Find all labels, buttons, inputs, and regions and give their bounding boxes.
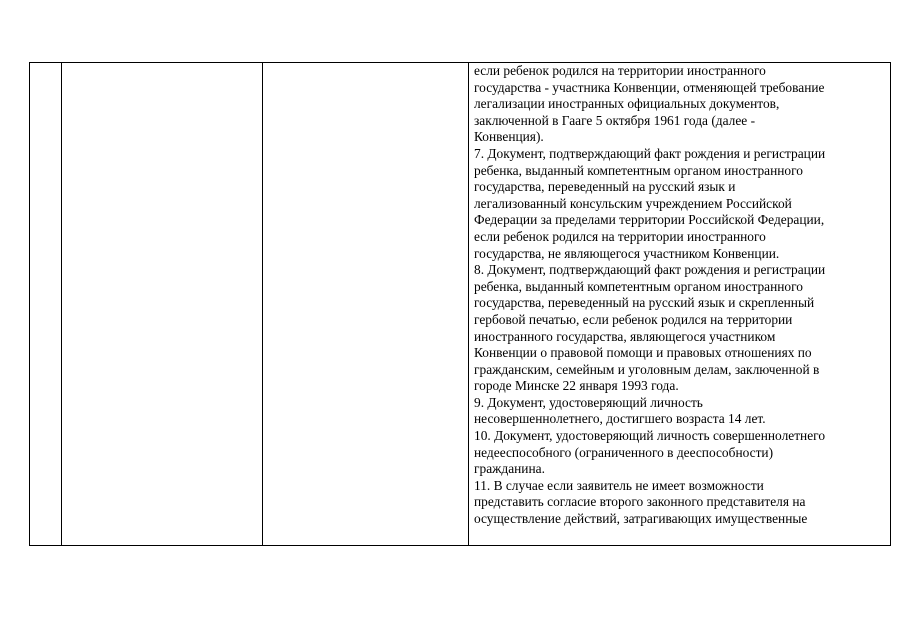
document-table — [29, 62, 891, 546]
text-line: ребенка, выданный компетентным органом иностранного — [474, 162, 803, 178]
text-line: 10. Документ, удостоверяющий личность совершеннолетнего — [474, 428, 826, 444]
table-row — [30, 63, 891, 546]
text-line: 8. Документ, подтверждающий факт рождения и регистрации — [474, 262, 826, 278]
text-line: несовершеннолетнего, достигшего возраста 14 лет. — [474, 411, 766, 427]
text-line: гербовой печатью, если ребенок родился на территории — [474, 311, 793, 327]
applicant-category-cell — [263, 63, 469, 546]
text-line: 7. Документ, подтверждающий факт рождения и регистрации — [474, 145, 826, 161]
text-line: государства, переведенный на русский язык и — [474, 179, 736, 195]
text-line: государства, переведенный на русский язык и скрепленный — [474, 295, 815, 311]
text-line: гражданским, семейным и уголовным делам, заключенной в — [474, 361, 820, 377]
text-line: государства - участника Конвенции, отменяющей требование — [474, 79, 825, 95]
text-line: 9. Документ, удостоверяющий личность — [474, 394, 703, 410]
text-line: осуществление действий, затрагивающих имущественные — [474, 511, 808, 527]
text-line: ребенка, выданный компетентным органом иностранного — [474, 278, 803, 294]
row-number-cell — [30, 63, 62, 546]
text-line: недееспособного (ограниченного в дееспособности) — [474, 444, 774, 460]
text-line: иностранного государства, являющегося участником — [474, 328, 776, 344]
text-line: легализации иностранных официальных документов, — [474, 96, 780, 112]
documents-list-cell — [469, 63, 891, 546]
text-line: 11. В случае если заявитель не имеет возможности — [474, 477, 764, 493]
text-line: легализованный консульским учреждением Российской — [474, 195, 792, 211]
text-line: Конвенция). — [474, 129, 544, 145]
service-name-cell — [62, 63, 263, 546]
text-line: если ребенок родился на территории иностранного — [474, 63, 766, 78]
text-line: городе Минске 22 января 1993 года. — [474, 378, 679, 394]
text-line: Федерации за пределами территории Российской Федерации, — [474, 212, 825, 228]
text-line: государства, не являющегося участником Конвенции. — [474, 245, 780, 261]
text-line: гражданина. — [474, 461, 545, 477]
text-line: Конвенции о правовой помощи и правовых отношениях по — [474, 345, 812, 361]
text-line: представить согласие второго законного представителя на — [474, 494, 806, 510]
text-line: заключенной в Гааге 5 октября 1961 года (далее - — [474, 112, 756, 128]
text-line: если ребенок родился на территории иностранного — [474, 228, 766, 244]
